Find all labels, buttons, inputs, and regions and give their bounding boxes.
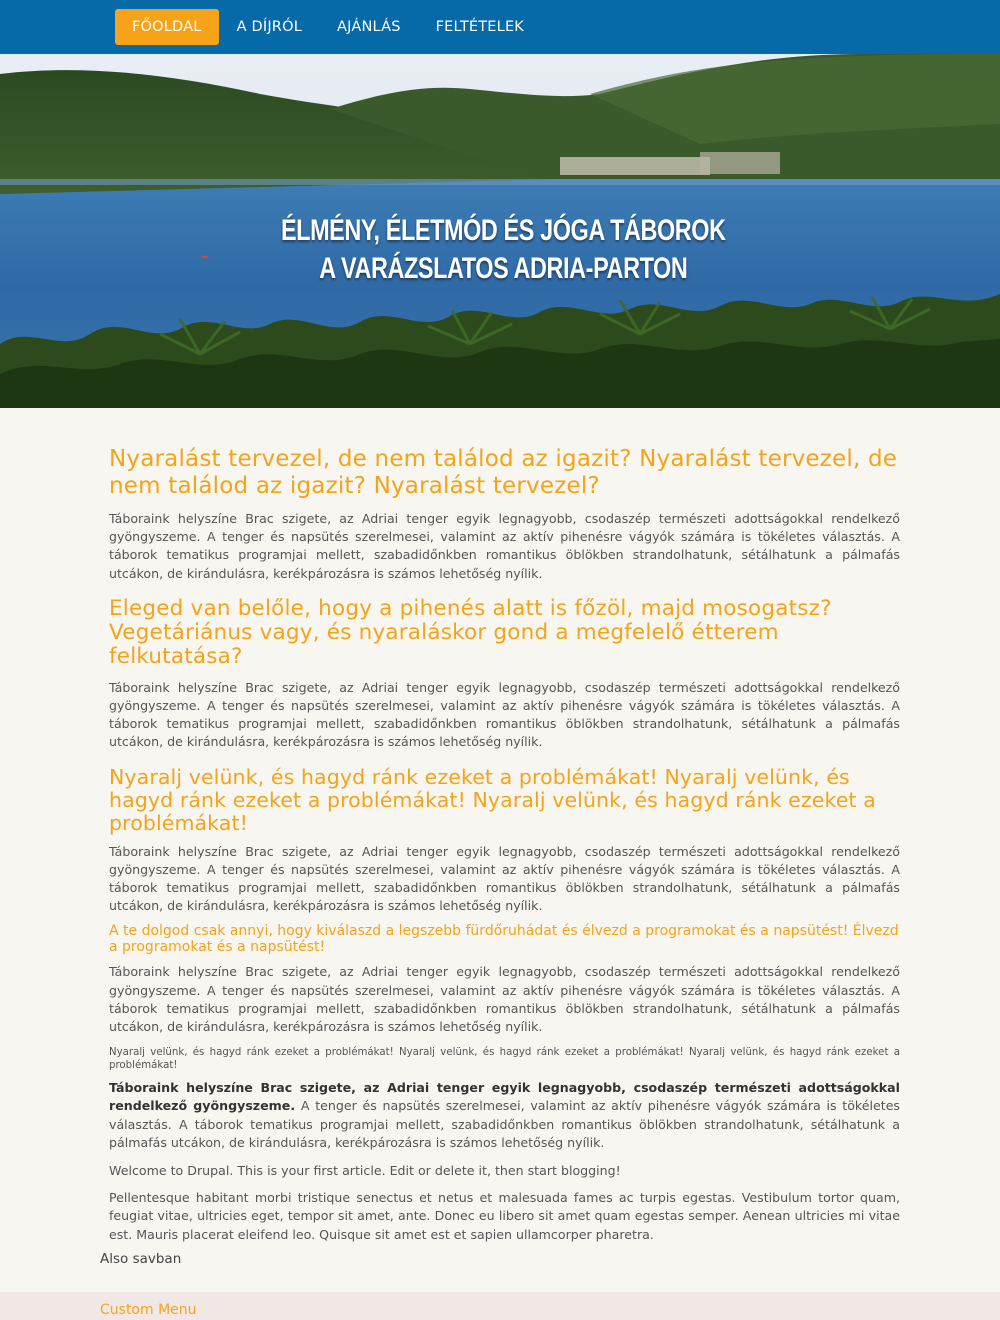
hero-banner [0,54,1000,408]
small-text: Nyaralj velünk, és hagyd ránk ezeket a problémákat! Nyaralj velünk, és hagyd ránk ezeket a problémákat! Nyaralj velünk, és hagyd ránk ezeket a problémákat! [109,1047,900,1072]
main-navigation [0,0,1000,54]
sidebar-title: Also savban [100,1251,182,1267]
footer [0,1292,1000,1320]
paragraph-1: Táboraink helyszíne Brac szigete, az Adriai tenger egyik legnagyobb, csodaszép természeti adottságokkal rendelkező gyöngyszeme. A tenger és napsütés szerelmesei, valamint az aktív pihenésre vágyók számára is tökéletes választás. A táborok tematikus programjai mellett, szabadidőnkben romantikus öblökben strandolhatunk, sétálhatunk a pálmafás utcákon, de kirándulásra, kerékpározásra is számos lehetőség nyílik. [109,511,900,581]
paragraph-5-rest: A tenger és napsütés szerelmesei, valamint az aktív pihenésre vágyók számára is tökéletes választás. A táborok tematikus programjai mellett, szabadidőnkben romantikus öblökben strandolhatunk, sétálhatunk a pálmafás utcákon, de kirándulásra, kerékpározásra is számos lehetőség nyílik. [109,1098,900,1150]
hero-title [113,212,893,288]
paragraph-2: Táboraink helyszíne Brac szigete, az Adriai tenger egyik legnagyobb, csodaszép természeti adottságokkal rendelkező gyöngyszeme. A tenger és napsütés szerelmesei, valamint az aktív pihenésre vágyók számára is tökéletes választás. A táborok tematikus programjai mellett, szabadidőnkben romantikus öblökben strandolhatunk, sétálhatunk a pálmafás utcákon, de kirándulásra, kerékpározásra is számos lehetőség nyílik. [109,679,900,750]
nav-item-fooldal[interactable]: FŐOLDAL [115,9,219,45]
paragraph-3: Táboraink helyszíne Brac szigete, az Adriai tenger egyik legnagyobb, csodaszép természeti adottságokkal rendelkező gyöngyszeme. A tenger és napsütés szerelmesei, valamint az aktív pihenésre vágyók számára is tökéletes választás. A táborok tematikus programjai mellett, szabadidőnkben romantikus öblökben strandolhatunk, sétálhatunk a pálmafás utcákon, de kirándulásra, kerékpározásra is számos lehetőség nyílik. [109,843,900,914]
paragraph-4: Táboraink helyszíne Brac szigete, az Adriai tenger egyik legnagyobb, csodaszép természeti adottságokkal rendelkező gyöngyszeme. A tenger és napsütés szerelmesei, valamint az aktív pihenésre vágyók számára is tökéletes választás. A táborok tematikus programjai mellett, szabadidőnkben romantikus öblökben strandolhatunk, sétálhatunk a pálmafás utcákon, de kirándulásra, kerékpározásra is számos lehetőség nyílik. [109,964,900,1035]
heading-3: Nyaralj velünk, és hagyd ránk ezeket a problémákat! Nyaralj velünk, és hagyd ránk ezeket a problémákat! Nyaralj velünk, és hagyd ránk ezeket a problémákat! [109,764,876,835]
heading-2: Eleged van belőle, hogy a pihenés alatt is főzöl, majd mosogatsz? Vegetáriánus vagy, és nyaraláskor gond a megfelelő étterem felkutatása? [109,595,832,669]
nav-menu [115,9,542,45]
nav-item-feltetelek[interactable]: FELTÉTELEK [435,19,525,35]
heading-1: Nyaralást tervezel, de nem találod az igazit? Nyaralást tervezel, de nem találod az igazit? Nyaralást tervezel? [109,446,898,499]
heading-4: A te dolgod csak annyi, hogy kiválaszd a legszebb fürdőruhádat és élvezd a programokat és a napsütést! Élvezd a programokat és a napsütést! [109,923,899,956]
welcome-text: Welcome to Drupal. This is your first article. Edit or delete it, then start blogging! [109,1163,621,1179]
paragraph-5-bold: Táboraink helyszíne Brac szigete, az Adriai tenger egyik legnagyobb, csodaszép természeti adottságokkal rendelkező gyöngyszeme. [109,1080,900,1114]
lorem-paragraph: Pellentesque habitant morbi tristique senectus et netus et malesuada fames ac turpis egestas. Vestibulum tortor quam, feugiat vitae, ultricies eget, tempor sit amet, ante. Donec eu libero sit amet quam egestas semper. Aenean ultricies mi vitae est. Mauris placerat eleifend leo. Quisque sit amet est et sapien ullamcorper pharetra. [109,1190,900,1242]
nav-item-a-dijrol[interactable]: A DÍJRÓL [236,19,302,35]
hero-title-line2: A VARÁZSLATOS ADRIA-PARTON [319,252,688,285]
article-content [109,446,900,1258]
custom-menu-title: Custom Menu [100,1302,197,1318]
nav-item-ajanlas[interactable]: AJÁNLÁS [336,19,401,35]
hero-title-line1: ÉLMÉNY, ÉLETMÓD ÉS JÓGA TÁBOROK [280,214,726,247]
paragraph-5 [109,1079,900,1152]
